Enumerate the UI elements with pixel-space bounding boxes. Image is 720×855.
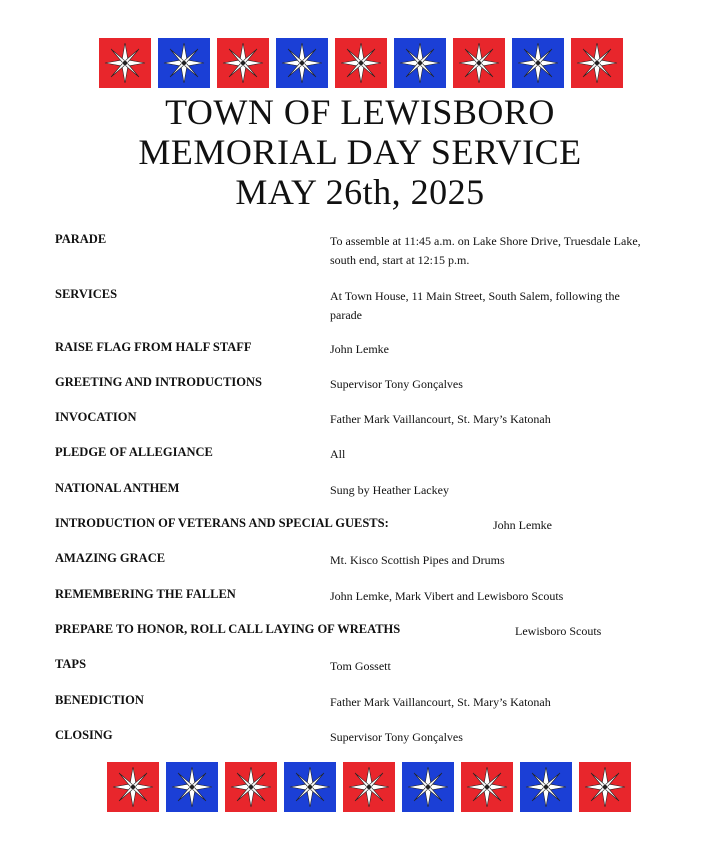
compass-star-icon	[575, 41, 619, 85]
border-tile	[99, 38, 151, 88]
program-label: RAISE FLAG FROM HALF STAFF	[55, 340, 252, 354]
program-value: Supervisor Tony Gonçalves	[330, 730, 463, 744]
program-label: BENEDICTION	[55, 693, 144, 707]
border-tile	[276, 38, 328, 88]
program-label: INTRODUCTION OF VETERANS AND SPECIAL GUESTS:	[55, 516, 389, 530]
program-value: To assemble at 11:45 a.m. on Lake Shore Drive, Truesdale Lake, south end, start at 12:15 p.m.	[330, 234, 641, 267]
program-label: NATIONAL ANTHEM	[55, 481, 180, 495]
service-title: MEMORIAL DAY SERVICE	[138, 132, 582, 172]
compass-star-icon	[516, 41, 560, 85]
border-tile	[225, 762, 277, 812]
compass-star-icon	[398, 41, 442, 85]
compass-star-icon	[162, 41, 206, 85]
border-tile	[520, 762, 572, 812]
program-value: John Lemke, Mark Vibert and Lewisboro Scouts	[330, 589, 564, 603]
border-tile	[512, 38, 564, 88]
compass-star-icon	[103, 41, 147, 85]
program-label: INVOCATION	[55, 410, 137, 424]
compass-star-icon	[229, 765, 273, 809]
compass-star-icon	[221, 41, 265, 85]
compass-star-icon	[280, 41, 324, 85]
program-label: AMAZING GRACE	[55, 551, 166, 565]
border-tile	[343, 762, 395, 812]
border-tile	[394, 38, 446, 88]
program-label: REMEMBERING THE FALLEN	[55, 587, 236, 601]
border-tile	[461, 762, 513, 812]
program-label: PARADE	[55, 232, 107, 246]
compass-star-icon	[170, 765, 214, 809]
compass-star-icon	[465, 765, 509, 809]
program-label: GREETING AND INTRODUCTIONS	[55, 375, 262, 389]
program-value: At Town House, 11 Main Street, South Salem, following the parade	[330, 289, 620, 322]
program-value: John Lemke	[330, 342, 389, 356]
compass-star-icon	[339, 41, 383, 85]
border-tile	[284, 762, 336, 812]
compass-star-icon	[406, 765, 450, 809]
border-tile	[335, 38, 387, 88]
compass-star-icon	[457, 41, 501, 85]
program-label: PREPARE TO HONOR, ROLL CALL LAYING OF WREATHS	[55, 622, 401, 636]
compass-star-icon	[583, 765, 627, 809]
compass-star-icon	[288, 765, 332, 809]
border-tile	[402, 762, 454, 812]
date-title: MAY 26th, 2025	[235, 172, 485, 212]
border-tile	[579, 762, 631, 812]
program-value: Lewisboro Scouts	[515, 624, 602, 638]
program-value: Sung by Heather Lackey	[330, 483, 449, 497]
program-label: PLEDGE OF ALLEGIANCE	[55, 445, 213, 459]
program-value: Tom Gossett	[330, 659, 391, 673]
program-label: CLOSING	[55, 728, 113, 742]
bottom-border	[107, 762, 634, 812]
top-border	[99, 38, 626, 88]
program-label: TAPS	[55, 657, 87, 671]
border-tile	[158, 38, 210, 88]
program-value: Supervisor Tony Gonçalves	[330, 377, 463, 391]
program-value: Father Mark Vaillancourt, St. Mary’s Katonah	[330, 695, 551, 709]
program-value: All	[330, 447, 346, 461]
border-tile	[453, 38, 505, 88]
border-tile	[217, 38, 269, 88]
program-value: Mt. Kisco Scottish Pipes and Drums	[330, 553, 505, 567]
program-value: John Lemke	[493, 518, 552, 532]
town-title: TOWN OF LEWISBORO	[165, 92, 555, 132]
border-tile	[107, 762, 159, 812]
compass-star-icon	[347, 765, 391, 809]
border-tile	[571, 38, 623, 88]
title-block	[0, 92, 720, 212]
compass-star-icon	[524, 765, 568, 809]
program-label: SERVICES	[55, 287, 118, 301]
border-tile	[166, 762, 218, 812]
program-value: Father Mark Vaillancourt, St. Mary’s Katonah	[330, 412, 551, 426]
compass-star-icon	[111, 765, 155, 809]
